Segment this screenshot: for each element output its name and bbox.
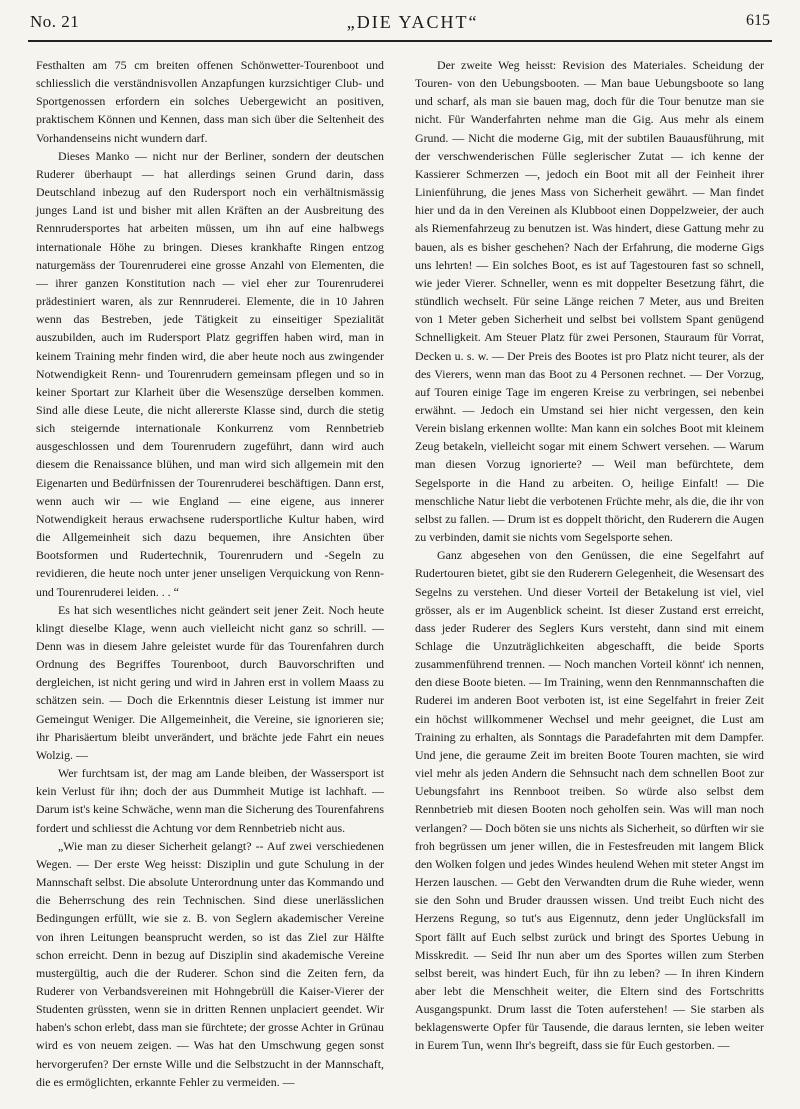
paragraph: Dieses Manko — nicht nur der Berliner, sondern der deutschen Ruderer überhaupt — hat allerdings seinen Grund darin, dass Deutschland inbezug auf den Rudersport noch ein verhältnismässig junges Land ist und bisher mit allen Kräften an der Ausbreitung des Rennrudersportes hat arbeiten müssen, um ihn auf eine halbwegs internationale Höhe zu bringen. Dieses krankhafte Ringen entzog naturgemäss der Tourenruderei eine grosse Anzahl von Elementen, die — ihrer ganzen Konstitution nach — viel eher zur Tourenruderei prädestiniert waren, als zur Rennruderei. Elemente, die in 10 Jahren wenn das Bestreben, jede Tätigkeit zu einseitiger Spezialität auszubilden, auch im Rudersport Platz gegriffen haben wird, man in keinem Training mehr finden wird, die aber heute noch aus zwingender Notwendigkeit Renn- und Tourenrudern gemeinsam pflegen und so in keiner Sportart zur Klarheit über die Wesenszüge derselben kommen. Sind alle diese Leute, die nicht allererste Klasse sind, durch die stetig sich steigernde internationale Konkurrenz vom Rennbetrieb ausgeschlossen und dem Tourenrudern zugeführt, dann wird auch diesem die Renaissance blühen, und man wird sich allgemein mit den Eigenarten und Bedürfnissen der Tourenruderei beschäftigen. Dann erst, wenn auch wir — wie England — eine eigene, aus innerer Notwendigkeit heraus erwachsene rudersportliche Kultur haben, wird die Allgemeinheit sich dazu bequemen, ihre Ansichten über Bootsformen und Rudertechnik, Tourenrudern und -Segeln zu revidieren, die heute noch unter jener unseligen Verquickung von Renn- und Tourenruderei leiden. . . “ — [36, 148, 384, 599]
paragraph: Wer furchtsam ist, der mag am Lande bleiben, der Wassersport ist kein Verlust für ihn; doch der aus Dummheit Mutige ist lachhaft. — Darum ist's keine Schwäche, wenn man die Sicherung des Tourenfahrens fordert und schliesst die Achtung vor dem Rennbetrieb nicht aus. — [36, 766, 384, 835]
paragraph: Der zweite Weg heisst: Revision des Materiales. Scheidung der Touren- von den Uebungsbooten. — Man baue Uebungsboote so lang und scharf, als man sie bauen mag, doch für die Tour benutze man sie nicht. Für Wanderfahrten nehme man die Gig. Aus mehr als einem Grund. — Nicht die moderne Gig, mit der subtilen Bauausführung, mit der verschwenderischen Fülle seglerischer Zutat — ich kenne der Kassierer Schmerzen —, jedoch ein Boot mit all der Feinheit ihrer Linienführung, die jenes Mass von Sicherheit gewährt. — Man findet hier und da in den Vereinen als Klubboot einen Doppelzweier, der auch als Riemenfahrzeug zu benutzen ist. Was hindert, diese Gattung mehr zu bauen, als es bisher geschehen? Nach der Erfahrung, die moderne Gigs uns lehrten! — Ein solches Boot, es ist auf Tagestouren fast so schnell, wie jeder Vierer. Schneller, wenn es mit doppelter Besetzung fährt, die stündlich wechselt. Für seine Länge reichen 7 Meter, aus und Breiten von 1 Meter geben Sicherheit und selbst bei vollstem Spant genügend Schnelligkeit. Am Steuer Platz für zwei Personen, Stauraum für Vorrat, Decken u. s. w. — Der Preis des Bootes ist pro Platz nicht teurer, als der des Vierers, wenn man das Boot zu 4 Personen rechnet. — Der Vorzug, auf Touren einige Tage im engeren Kreise zu verbringen, sei nebenbei erwähnt. — Jedoch ein Umstand sei hier nicht vergessen, den kein Verein bislang erkennen wollte: Man kann ein solches Boot mit kleinem Zeug betakeln, vielleicht sogar mit einem Schwert versehen. — Warum man diesen Vorzug ignorierte? — Weil man befürchtete, dem Segelsporte in die Hand zu arbeiten. O, heilige Einfalt! — Die menschliche Natur liebt die verbotenen Früchte mehr, als die, die ihr von selbst zu fallen. — Drum ist es doppelt thöricht, den Ruderern die Augen zu verbinden, damit sie nichts vom Segelsporte sehen. — [415, 58, 764, 545]
issue-number: No. 21 — [30, 12, 80, 31]
left-column — [36, 56, 384, 1091]
paragraph: Festhalten am 75 cm breiten offenen Schönwetter-Tourenboot und schliesslich die verständnisvollen Anzapfungen kurzsichtiger Club- und Sportgenossen erfordern ein solches Uebergewicht an positiven, praktischem Können und Kennen, dass man sich über die Seltenheit des Vorhandenseins nicht wundern darf. — [36, 58, 384, 145]
paragraph: „Wie man zu dieser Sicherheit gelangt? -- Auf zwei verschiedenen Wegen. — Der erste Weg heisst: Disziplin und gute Schulung in der Mannschaft selbst. Die absolute Unterordnung unter das Kommando und die Beherrschung des rein Technischen. Sind diese unerlässlichen Bedingungen erfüllt, wie sie z. B. von Seglern akademischer Vereine von ihren Leitungen beansprucht werden, so ist das Ziel zur Hälfte schon erreicht. Denn in bezug auf Disziplin sind akademische Vereine mustergültig, auch die der Ruderer. Schon sind die Zeiten fern, da Ruderer von Verbandsvereinen mit Hohngebrüll die Kaiser-Vierer der Studenten grüssten, wenn sie in dritten Rennen unplaciert geendet. Wir haben's schon erlebt, dass man sie fürchtete; der grosse Achter in Grünau wird es von neuem zeigen. — Was hat den Umschwung gegen sonst hervorgerufen? Der ernste Wille und die Selbstzucht in der Mannschaft, die es ermöglichten, erkannte Fehler zu vermeiden. — — [36, 838, 384, 1089]
paragraph: Es hat sich wesentliches nicht geändert seit jener Zeit. Noch heute klingt dieselbe Klage, wenn auch vielleicht nicht ganz so schrill. — Denn was in diesem Jahre geleistet wurde für das Tourenfahren durch Ordnung des Begriffes Tourenboot, durch Bauvorschriften und dergleichen, ist nicht gering und wird in Jahren erst in vollem Maass zu schätzen sein. — Doch die Erkenntnis dieser Leistung ist immer nur Gemeingut Weniger. Die Allgemeinheit, die Vereine, sie ignorieren sie; ihr Pharisäertum bleibt unverändert, und brächte jede Fahrt ein neues Wolzig. — — [36, 602, 384, 762]
paragraph: Ganz abgesehen von den Genüssen, die eine Segelfahrt auf Rudertouren bietet, gibt sie den Ruderern Gelegenheit, die Wesensart des Segelns zu verstehen. Und dieser Vorteil der Betakelung ist viel, viel grösser, als er im Augenblick scheint. Ist dieser Zustand erst erreicht, dass jeder Ruderer des Seglers Kurs versteht, dann sind mit einem Schlage die Unzuträglichkeiten abgeschafft, die beide Sports zusammenführend trennen. — Noch manchen Vorteil könnt' ich nennen, den diese Boote bieten. — Im Training, wenn den Rennmannschaften die Ruderei im anderen Boot verboten ist, ist eine Segelfahrt in freier Zeit ein höchst willkommener Wechsel und mehr geeignet, die Lust am Training zu erhalten, als Sonntags die Paradefahrten mit dem Dampfer. Und jene, die geraume Zeit im breiten Boote Touren machten, sie wird viel mehr als jeden Andern die Sehnsucht nach dem schnellen Boot zur Uebungsfahrt ins Rennboot treiben. So würde also selbst dem Rennbetrieb mit diesen Booten noch geholfen sein. Was will man noch verlangen? — Doch böten sie uns nichts als Sicherheit, so dürften wir sie froh begrüssen um jener willen, die in Festesfreuden mit langem Blick den Wolken folgen und jedes Windes heulend Wehen mit steter Angst im Herzen lauschen. — Gebt den Verwandten drum die Ruhe wieder, wenn sie den Sohn und Bruder draussen wissen. Und treibt Euch nicht des Herzens Regung, so tut's aus Eigennutz, denn jeder Unglücksfall im Sport fällt auf Euch selbst zurück und bringt des Sportes Uebung in Misskredit. — Seid Ihr nun aber um des Sportes willen zum Sterben selbst bereit, was hindert Euch, für ihn zu leben? — In ihren Kindern aber lebt die Menschheit weiter, die Eltern sind des Fortschritts Ausgangspunkt. Drum lasst die Toten auferstehen! — Sie starben als beklagenswerte Opfer für Tausende, die daraus lernten, sie leben weiter in Eurem Tun, wenn Ihr's begreift, dass sie für Euch gestorben. — — [415, 548, 764, 1053]
page-number: 615 — [746, 12, 770, 29]
header-rule — [28, 40, 772, 42]
journal-title: „DIE YACHT“ — [346, 12, 479, 32]
right-column — [415, 56, 764, 1055]
page-header — [30, 12, 770, 42]
